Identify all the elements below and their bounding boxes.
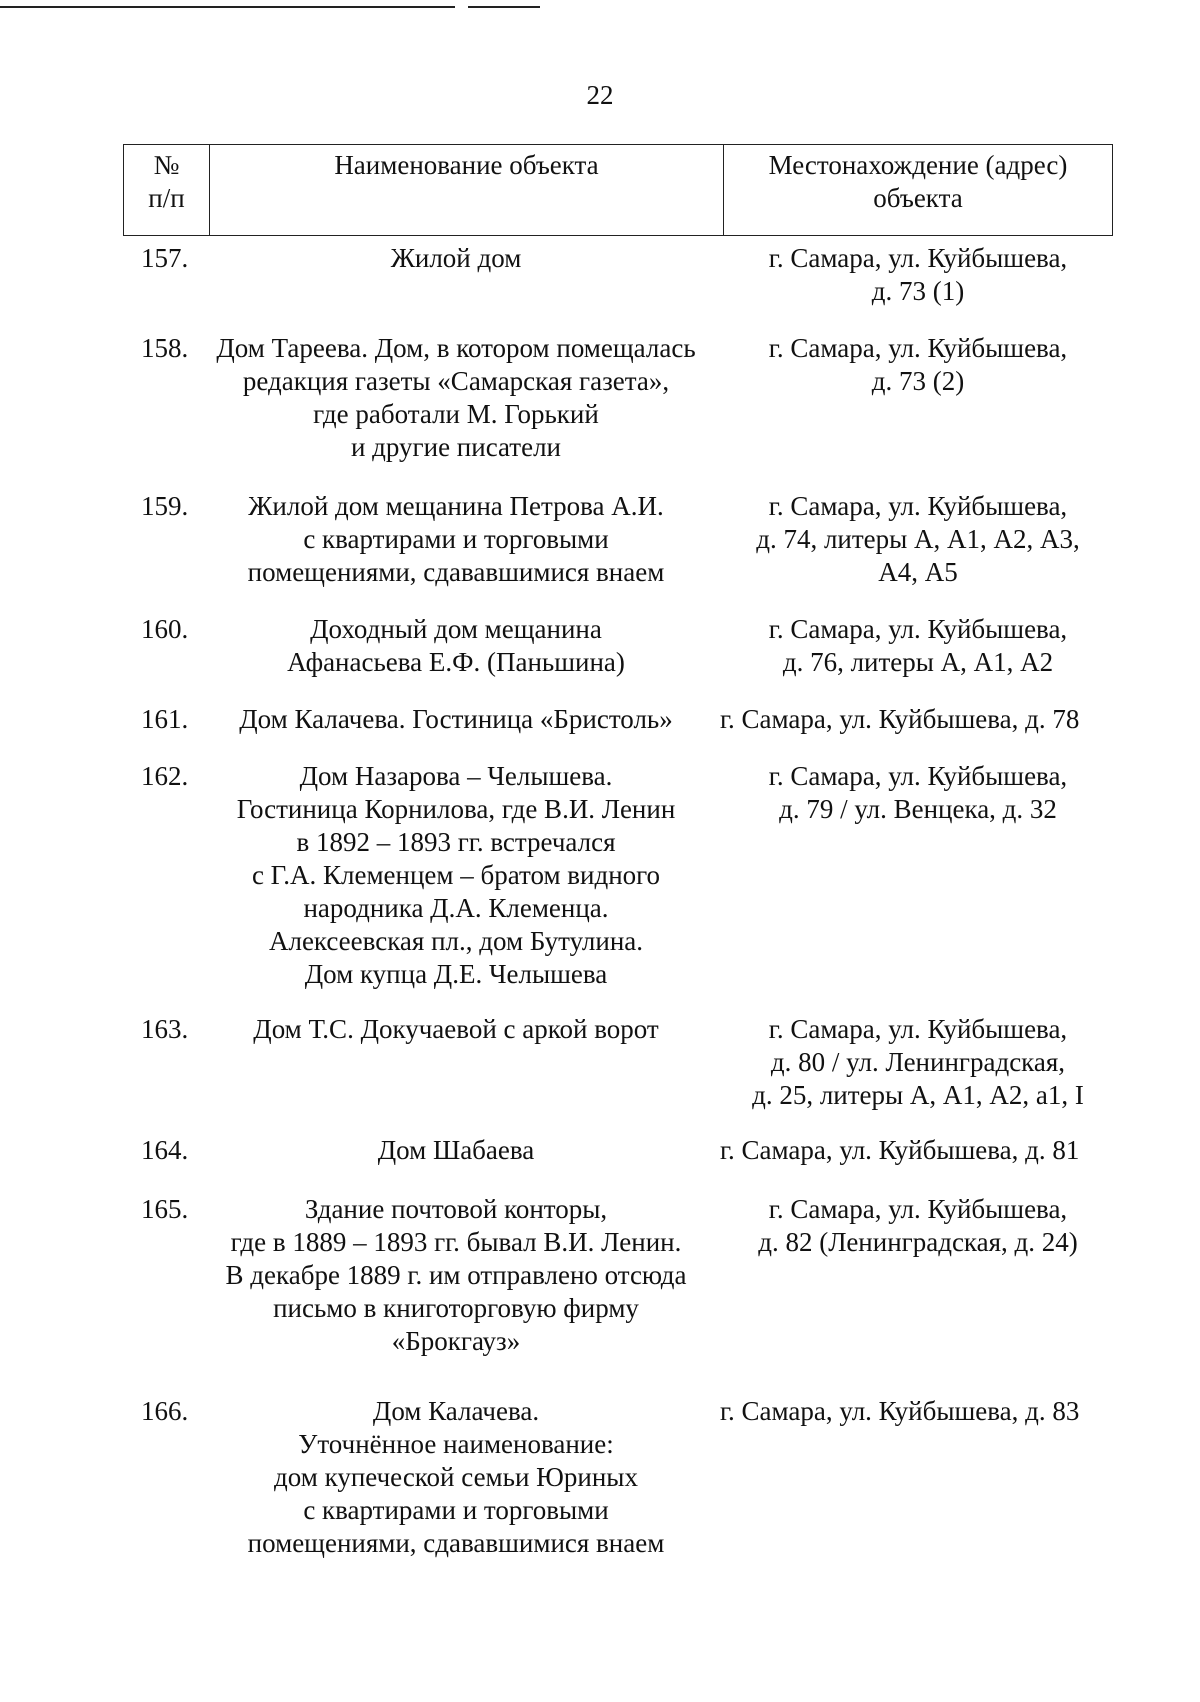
object-name: Жилой дом мещанина Петрова А.И. с квартирами и торговыми помещениями, сдававшимися внаем — [247, 491, 665, 587]
row-number: 157. — [141, 243, 189, 273]
row-number: 160. — [141, 614, 189, 644]
object-address: г. Самара, ул. Куйбышева, д. 82 (Ленинградская, д. 24) — [758, 1194, 1078, 1257]
page-number: 22 — [586, 80, 614, 110]
object-address: г. Самара, ул. Куйбышева, д. 78 — [720, 704, 1080, 734]
object-address: г. Самара, ул. Куйбышева, д. 81 — [720, 1135, 1080, 1165]
row-number: 162. — [141, 761, 189, 791]
object-address: г. Самара, ул. Куйбышева, д. 83 — [720, 1396, 1080, 1426]
row-number: 163. — [141, 1014, 189, 1044]
object-address: г. Самара, ул. Куйбышева, д. 73 (2) — [768, 333, 1068, 396]
object-name: Дом Шабаева — [377, 1135, 535, 1165]
top-scan-rule — [0, 6, 455, 8]
row-number: 165. — [141, 1194, 189, 1224]
object-name: Дом Калачева. Гостиница «Бристоль» — [239, 704, 673, 734]
header-number: № п/п — [124, 145, 210, 235]
table-header — [123, 144, 1113, 236]
object-name: Дом Т.С. Докучаевой с аркой ворот — [253, 1014, 659, 1044]
row-number: 161. — [141, 704, 189, 734]
object-name: Дом Назарова – Челышева. Гостиница Корнилова, где В.И. Ленин в 1892 – 1893 гг. встречался с Г.А. Клеменцем – братом видного народника Д.А. Клеменца. Алексеевская пл., дом Бутулина. Дом купца Д.Е. Челышева — [236, 761, 676, 989]
object-address: г. Самара, ул. Куйбышева, д. 76, литеры А, А1, А2 — [768, 614, 1068, 677]
object-name: Доходный дом мещанина Афанасьева Е.Ф. (Паньшина) — [287, 614, 625, 677]
object-address: г. Самара, ул. Куйбышева, д. 79 / ул. Венцека, д. 32 — [768, 761, 1068, 824]
row-number: 159. — [141, 491, 189, 521]
top-scan-rule — [468, 6, 540, 8]
row-number: 164. — [141, 1135, 189, 1165]
row-number: 166. — [141, 1396, 189, 1426]
object-name: Дом Калачева. Уточнённое наименование: дом купеческой семьи Юриных с квартирами и торговыми помещениями, сдававшимися внаем — [247, 1396, 665, 1558]
header-address: Местонахождение (адрес) объекта — [768, 150, 1068, 213]
row-number: 158. — [141, 333, 189, 363]
object-name: Жилой дом — [390, 243, 522, 273]
object-name: Здание почтовой конторы, где в 1889 – 1893 гг. бывал В.И. Ленин. В декабре 1889 г. им отправлено отсюда письмо в книготорговую фирму «Брокгауз» — [225, 1194, 687, 1356]
header-object-name: Наименование объекта — [210, 145, 724, 235]
object-address: г. Самара, ул. Куйбышева, д. 73 (1) — [768, 243, 1068, 306]
object-name: Дом Тареева. Дом, в котором помещалась редакция газеты «Самарская газета», где работали М. Горький и другие писатели — [216, 333, 696, 462]
object-address: г. Самара, ул. Куйбышева, д. 80 / ул. Ленинградская, д. 25, литеры А, А1, А2, а1, I — [752, 1014, 1084, 1110]
object-address: г. Самара, ул. Куйбышева, д. 74, литеры А, А1, А2, А3, А4, А5 — [756, 491, 1080, 587]
